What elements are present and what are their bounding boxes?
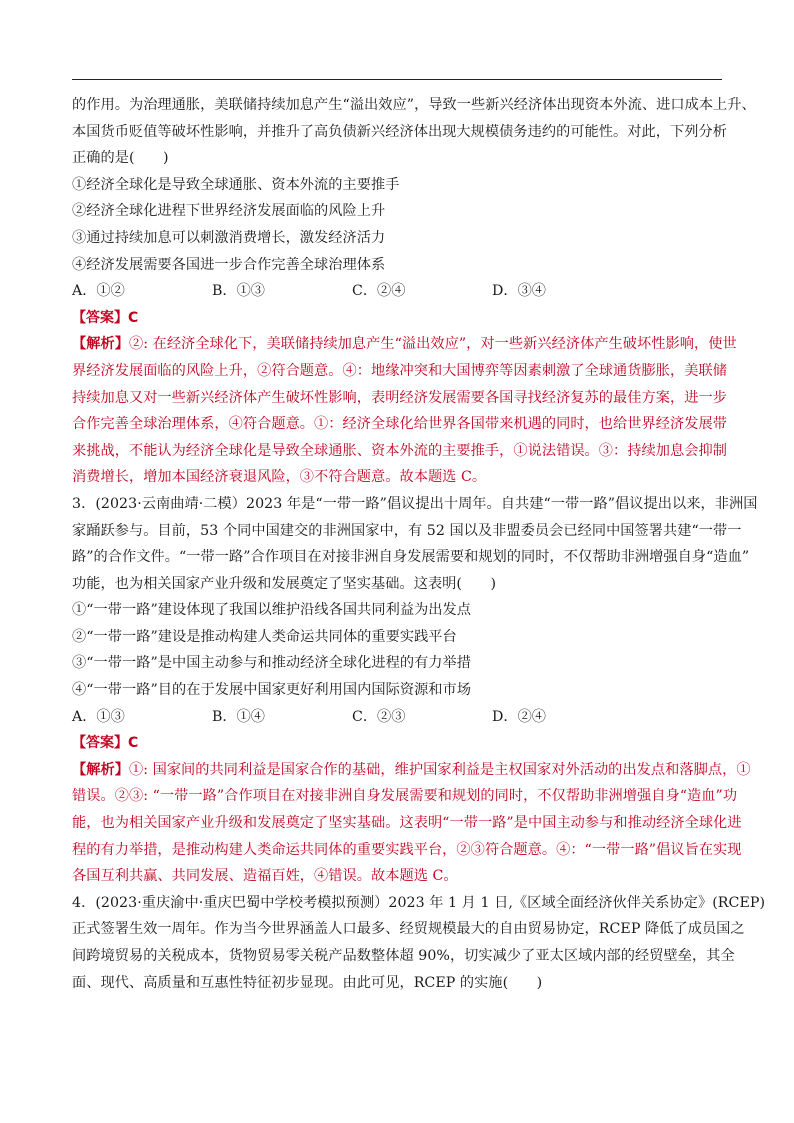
q2-explanation-line: 界经济发展面临的风险上升，②符合题意。④：地缘冲突和大国博弈等因素刺激了全球通货膨胀，美联储 [72, 362, 727, 379]
q3-explanation-line: 能，也为相关国家产业升级和发展奠定了坚实基础。这表明“一带一路”是中国主动参与和推动经济全球化进 [72, 815, 742, 832]
q4-stem-line: 面、现代、高质量和互惠性特征初步显现。由此可见，RCEP 的实施( ) [72, 974, 543, 991]
q2-explanation-line: 消费增长，增加本国经济衰退风险，③不符合题意。故本题选 C。 [72, 469, 487, 486]
q2-statement: ④经济发展需要各国进一步合作完善全球治理体系 [72, 256, 386, 273]
q4-stem-line: 间跨境贸易的关税成本，货物贸易零关税产品数整体超 90%，切实减少了亚太区域内部的经贸壁垒，其全 [72, 948, 735, 964]
q3-explanation-line: 程的有力举措，是推动构建人类命运共同体的重要实践平台，②③符合题意。④：“一带一路”倡议旨在实现 [72, 841, 742, 858]
q2-explanation-text: ②: 在经济全球化下，美联储持续加息产生“溢出效应”，对一些新兴经济体产生破坏性影响，使世 [128, 336, 737, 353]
q2-explanation-label: 【解析】 [72, 336, 129, 353]
q2-statement: ③通过持续加息可以刺激消费增长，激发经济活力 [72, 229, 386, 246]
q3-statement: ①“一带一路”建设体现了我国以维护沿线各国共同利益为出发点 [72, 602, 472, 619]
q3-stem-line: 家踊跃参与。目前，53 个同中国建交的非洲国家中，有 52 国以及非盟委员会已经同中国签署共建“一带一 [72, 522, 742, 539]
q4-stem-line: 4．(2023·重庆渝中·重庆巴蜀中学校考模拟预测）2023 年 1 月 1 日,《区域全面经济伙伴关系协定》(RCEP) [72, 894, 766, 911]
q3-option-a: A．①③ [72, 708, 125, 725]
q3-statement: ④“一带一路”目的在于发展中国家更好利用国内国际资源和市场 [72, 682, 472, 699]
q2-option-a: A．①② [72, 283, 125, 300]
q2-options [72, 278, 724, 305]
q2-option-d: D．③④ [492, 283, 546, 300]
q2-option-b: B．①③ [212, 283, 265, 300]
q2-stem-line: 的作用。为治理通胀，美联储持续加息产生“溢出效应”，导致一些新兴经济体出现资本外流、进口成本上升、 [72, 97, 756, 113]
q3-option-d: D．②④ [492, 708, 546, 725]
question-4 [72, 890, 766, 996]
q2-explanation-line [72, 331, 737, 358]
q3-stem-line: 功能，也为相关国家产业升级和发展奠定了坚实基础。这表明( ) [72, 575, 497, 592]
q2-answer-value: C [128, 309, 139, 326]
q3-statement: ③“一带一路”是中国主动参与和推动经济全球化进程的有力举措 [72, 655, 472, 672]
q2-explanation-line: 合作完善全球治理体系，④符合题意。①：经济全球化给世界各国带来机遇的同时，也给世界经济发展带 [72, 416, 727, 433]
q4-stem-line: 正式签署生效一周年。作为当今世界涵盖人口最多、经贸规模最大的自由贸易协定，RCEP 降低了成员国之 [72, 921, 745, 938]
q3-explanation-text: ①: 国家间的共同利益是国家合作的基础，维护国家利益是主权国家对外活动的出发点和落脚点，① [128, 761, 751, 778]
header-rule [72, 79, 722, 80]
q2-stem-line: 正确的是( ) [72, 150, 169, 167]
q3-stem-line: 路”的合作文件。“一带一路”合作项目在对接非洲自身发展需要和规划的同时，不仅帮助非洲增强自身“造血” [72, 549, 750, 566]
q3-answer-value: C [128, 735, 139, 752]
question-3 [72, 491, 758, 890]
q3-statement: ②“一带一路”建设是推动构建人类命运共同体的重要实践平台 [72, 628, 457, 645]
question-2 [72, 92, 756, 491]
q3-explanation-line [72, 757, 751, 784]
q2-explanation-line: 持续加息又对一些新兴经济体产生破坏性影响，表明经济发展需要各国寻找经济复苏的最佳方案，进一步 [72, 389, 727, 406]
q3-option-b: B．①④ [212, 708, 265, 725]
q2-answer-label: 【答案】 [72, 309, 128, 326]
page-content [72, 92, 766, 996]
q2-answer [72, 305, 724, 332]
q2-statement: ①经济全球化是导致全球通胀、资本外流的主要推手 [72, 176, 400, 193]
q2-stem-line: 本国货币贬值等破坏性影响，并推升了高负债新兴经济体出现大规模债务违约的可能性。对此，下列分析 [72, 123, 727, 140]
q2-explanation-line: 来挑战，不能认为经济全球化是导致全球通胀、资本外流的主要推手，①说法错误。③：持续加息会抑制 [72, 442, 727, 459]
q2-statement: ②经济全球化进程下世界经济发展面临的风险上升 [72, 203, 386, 220]
q3-explanation-label: 【解析】 [72, 761, 129, 778]
q2-option-c: C．②④ [352, 283, 406, 300]
q3-options [72, 704, 724, 731]
q3-answer-label: 【答案】 [72, 735, 128, 752]
q3-stem-line: 3．(2023·云南曲靖·二模）2023 年是“一带一路”倡议提出十周年。自共建“一带一路”倡议提出以来，非洲国 [72, 495, 758, 512]
q3-option-c: C．②③ [352, 708, 406, 725]
q3-explanation-line: 各国互利共赢、共同发展、造福百姓，④错误。故本题选 C。 [72, 868, 458, 885]
q3-explanation-line: 错误。②③: “一带一路”合作项目在对接非洲自身发展需要和规划的同时，不仅帮助非洲增强自身“造血”功 [72, 788, 738, 805]
q3-answer [72, 730, 724, 757]
